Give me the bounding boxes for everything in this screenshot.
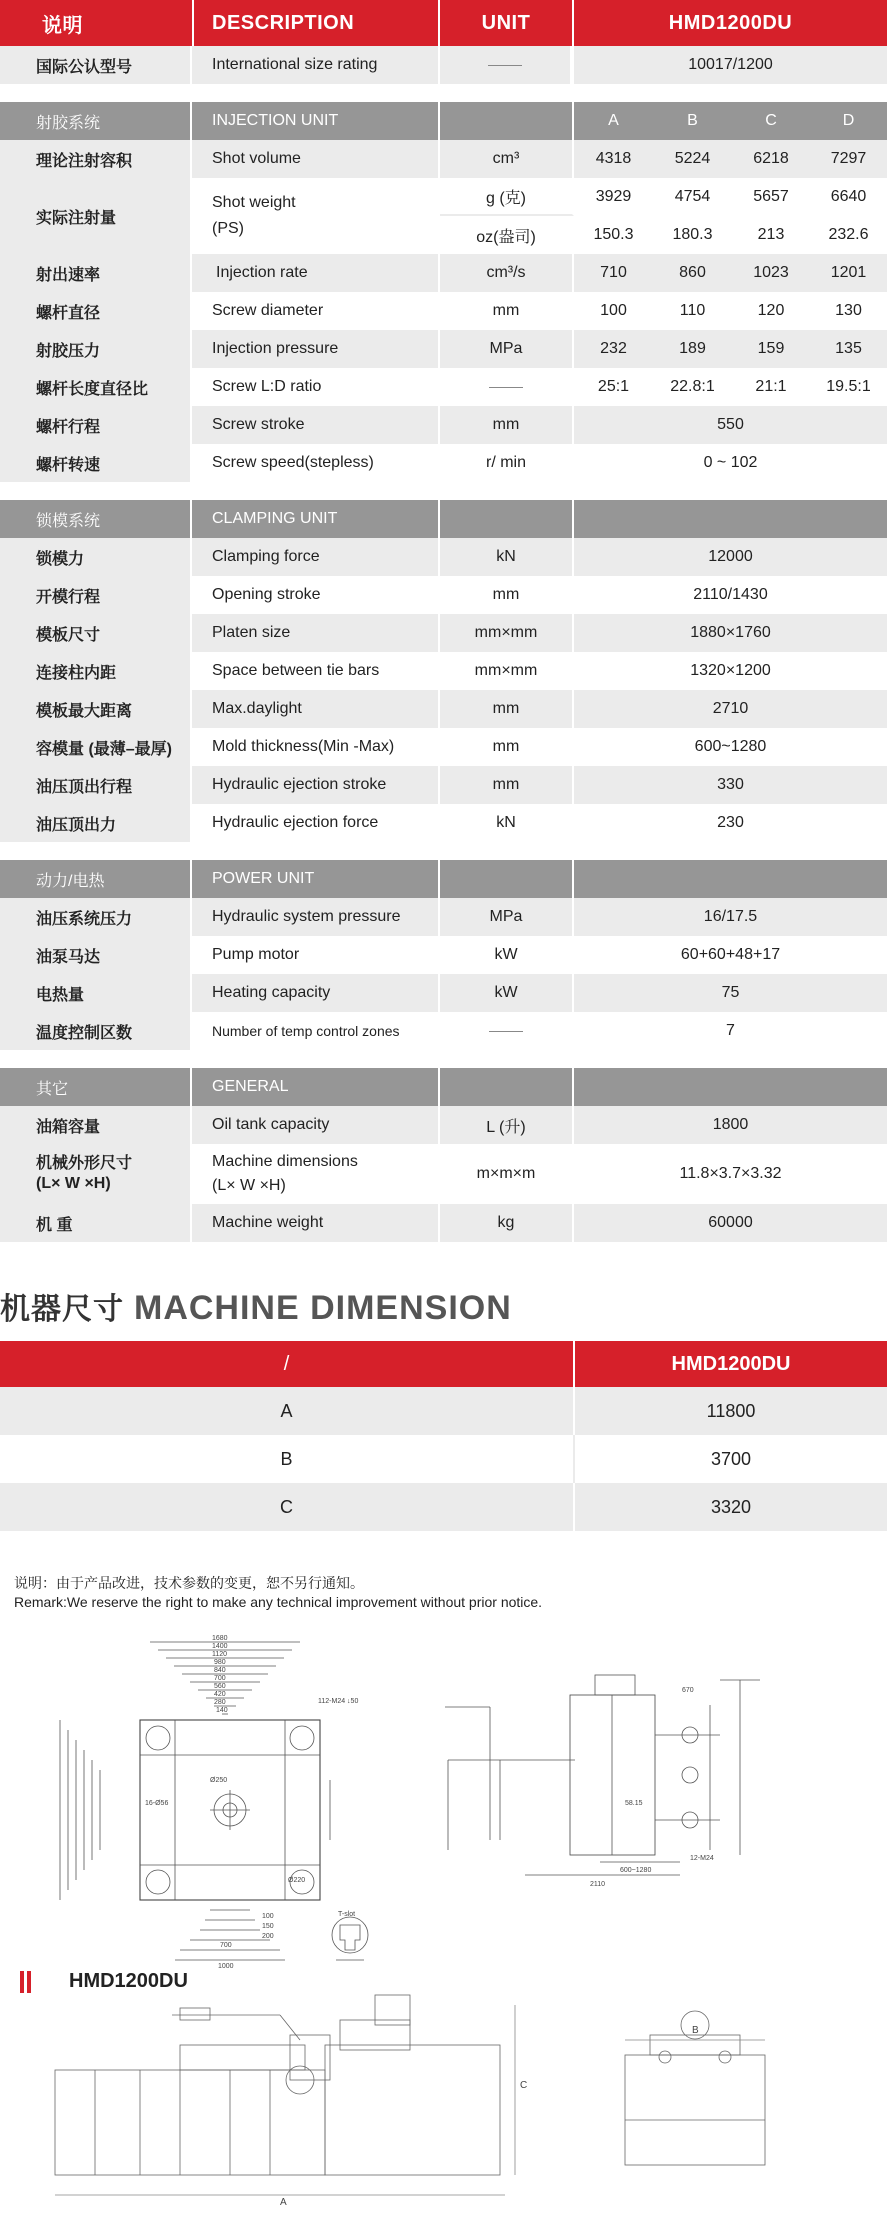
row-screw-diameter <box>0 292 887 330</box>
unit: m×m×m <box>440 1144 574 1204</box>
value-c: 120 <box>732 292 810 330</box>
unit: MPa <box>440 330 574 368</box>
cn-label: 电热量 <box>0 974 192 1012</box>
row-machine-dimensions <box>0 1144 887 1204</box>
clamping-row <box>0 652 887 690</box>
section-cn: 锁模系统 <box>0 500 192 538</box>
value-oz-a: 150.3 <box>574 216 653 254</box>
en-label: Heating capacity <box>192 974 440 1012</box>
en-label: Screw L:D ratio <box>192 368 440 406</box>
unit-oz: oz(盎司) <box>440 216 574 254</box>
en-label <box>192 1144 440 1204</box>
dim-label: 420 <box>214 1691 226 1698</box>
md-header <box>0 1341 887 1387</box>
value: 2710 <box>574 690 887 728</box>
value-a: 4318 <box>574 140 653 178</box>
value: 7 <box>574 1012 887 1050</box>
en-label: Hydraulic ejection force <box>192 804 440 842</box>
value-g-c: 5657 <box>732 178 810 216</box>
dim-label: 1680 <box>212 1635 228 1642</box>
row-machine-weight <box>0 1204 887 1242</box>
side-dim-label: 600~1280 <box>620 1867 652 1874</box>
md-row-c <box>0 1483 887 1531</box>
md-value: 11800 <box>706 1400 756 1421</box>
unit: kN <box>440 804 574 842</box>
row-screw-stroke <box>0 406 887 444</box>
value: 16/17.5 <box>574 898 887 936</box>
value-b: 110 <box>653 292 732 330</box>
clamping-row <box>0 728 887 766</box>
clamping-row <box>0 576 887 614</box>
unit: kN <box>440 538 574 576</box>
power-row <box>0 1012 887 1050</box>
value: 1320×1200 <box>574 652 887 690</box>
value: 550 <box>574 406 887 444</box>
dim-label: 140 <box>216 1707 228 1714</box>
value-g-a: 3929 <box>574 178 653 216</box>
cn-label: 模板最大距离 <box>0 690 192 728</box>
value: 75 <box>574 974 887 1012</box>
tie-bar-note: 16-Ø56 <box>145 1800 169 1807</box>
power-row <box>0 936 887 974</box>
value: 230 <box>574 804 887 842</box>
value-g-d: 6640 <box>810 178 887 216</box>
dim-label: 840 <box>214 1667 226 1674</box>
side-top-label: 670 <box>682 1687 694 1694</box>
en-label: Shot volume <box>192 140 440 178</box>
cn-label: 射出速率 <box>0 254 192 292</box>
value-b: 860 <box>653 254 732 292</box>
value: 10017/1200 <box>574 46 887 84</box>
clamping-row <box>0 538 887 576</box>
row-injection-pressure <box>0 330 887 368</box>
en-label: International size rating <box>192 46 440 84</box>
en-label: Space between tie bars <box>192 652 440 690</box>
cn-label: 射胶压力 <box>0 330 192 368</box>
cn-label: 理论注射容积 <box>0 140 192 178</box>
value-oz-c: 213 <box>732 216 810 254</box>
unit: mm <box>440 576 574 614</box>
title-cn: 机器尺寸 <box>0 1293 124 1326</box>
value: 1880×1760 <box>574 614 887 652</box>
md-value: 3700 <box>710 1448 752 1469</box>
cn-label: 机 重 <box>0 1204 192 1242</box>
unit: mm <box>440 728 574 766</box>
model-label-text: HMD1200DU <box>69 1970 188 1992</box>
en-label: Hydraulic ejection stroke <box>192 766 440 804</box>
remark <box>14 1574 542 1612</box>
bolt-note: 112-M24 ↓50 <box>318 1698 359 1705</box>
cn-label: 开模行程 <box>0 576 192 614</box>
value-a: 100 <box>574 292 653 330</box>
unit: mm×mm <box>440 652 574 690</box>
row-size-rating <box>0 46 887 84</box>
tie-bar-hole <box>290 1726 314 1750</box>
value-d: 130 <box>810 292 887 330</box>
en-label-line1: Machine dimensions <box>212 1153 358 1170</box>
side-note: 12-M24 <box>690 1855 714 1862</box>
unit: mm <box>440 406 574 444</box>
en-label: Machine weight <box>192 1204 440 1242</box>
en-label: Screw stroke <box>192 406 440 444</box>
unit-dash <box>440 1012 574 1050</box>
value-d: 1201 <box>810 254 887 292</box>
value-d: 7297 <box>810 140 887 178</box>
dim-label: 200 <box>262 1933 274 1940</box>
dim-label: 700 <box>214 1675 226 1682</box>
en-label: Platen size <box>192 614 440 652</box>
en-label: Hydraulic system pressure <box>192 898 440 936</box>
value-d: 135 <box>810 330 887 368</box>
md-header-slash: / <box>283 1352 290 1375</box>
side-dim-label: 2110 <box>590 1881 606 1888</box>
value-d: 19.5:1 <box>810 368 887 406</box>
en-label: Injection pressure <box>192 330 440 368</box>
platen-drawing <box>55 1642 765 2195</box>
dim-label: 1120 <box>212 1651 228 1658</box>
dim-b-label: B <box>692 2025 699 2036</box>
unit: kg <box>440 1204 574 1242</box>
section-cn: 射胶系统 <box>0 102 192 140</box>
value-b: 189 <box>653 330 732 368</box>
row-oil-tank <box>0 1106 887 1144</box>
md-header-model: HMD1200DU <box>671 1352 791 1375</box>
en-label-line2: (PS) <box>212 220 244 237</box>
col-b: B <box>653 102 732 140</box>
unit: kW <box>440 974 574 1012</box>
cn-label: 实际注射量 <box>0 178 192 254</box>
unit: L (升) <box>440 1106 574 1144</box>
cn-label: 油压顶出行程 <box>0 766 192 804</box>
value-a: 710 <box>574 254 653 292</box>
value-b: 22.8:1 <box>653 368 732 406</box>
md-row-b <box>0 1435 887 1483</box>
unit: r/ min <box>440 444 574 482</box>
dim-label: 560 <box>214 1683 226 1690</box>
cn-label: 螺杆直径 <box>0 292 192 330</box>
en-label: Opening stroke <box>192 576 440 614</box>
value-c: 159 <box>732 330 810 368</box>
en-label <box>192 178 440 254</box>
row-injection-rate <box>0 254 887 292</box>
cn-label: 油压顶出力 <box>0 804 192 842</box>
value: 60000 <box>574 1204 887 1242</box>
cn-label: 螺杆长度直径比 <box>0 368 192 406</box>
value: 11.8×3.7×3.32 <box>574 1144 887 1204</box>
remark-cn: 说明：由于产品改进，技术参数的变更，恕不另行通知。 <box>14 1575 364 1591</box>
remark-en: Remark:We reserve the right to make any technical improvement without prior notice. <box>14 1594 543 1610</box>
row-screw-ld <box>0 368 887 406</box>
row-shot-volume <box>0 140 887 178</box>
unit: mm <box>440 292 574 330</box>
header-cn: 说明 <box>42 14 83 37</box>
value: 1800 <box>574 1106 887 1144</box>
en-label-line1: Shot weight <box>212 194 296 211</box>
dim-label: 280 <box>214 1699 226 1706</box>
clamping-row <box>0 690 887 728</box>
cn-label: 国际公认型号 <box>0 46 192 84</box>
section-power <box>0 860 887 898</box>
section-en: INJECTION UNIT <box>192 102 440 140</box>
value-g-b: 4754 <box>653 178 732 216</box>
tie-bar-hole <box>146 1726 170 1750</box>
col-a: A <box>574 102 653 140</box>
cn-label <box>0 1144 192 1204</box>
col-c: C <box>732 102 810 140</box>
machine-dimension-title <box>0 1284 512 1328</box>
section-en: CLAMPING UNIT <box>192 500 440 538</box>
dim-c-label: C <box>520 2080 528 2091</box>
dim-a-label: A <box>280 2197 287 2208</box>
unit-dash <box>440 46 572 84</box>
cn-label: 容模量 (最薄–最厚) <box>0 728 192 766</box>
value: 600~1280 <box>574 728 887 766</box>
dim-label: 100 <box>262 1913 274 1920</box>
dim-label: 1000 <box>218 1963 234 1970</box>
unit: mm <box>440 766 574 804</box>
value-oz-b: 180.3 <box>653 216 732 254</box>
en-label: Number of temp control zones <box>192 1012 440 1050</box>
header-unit: UNIT <box>481 11 531 34</box>
cn-label: 模板尺寸 <box>0 614 192 652</box>
en-label: Oil tank capacity <box>192 1106 440 1144</box>
value: 2110/1430 <box>574 576 887 614</box>
cn-label: 螺杆转速 <box>0 444 192 482</box>
value-b: 5224 <box>653 140 732 178</box>
value-c: 6218 <box>732 140 810 178</box>
section-cn: 动力/电热 <box>0 860 192 898</box>
cn-label: 螺杆行程 <box>0 406 192 444</box>
cn-label-line1: 机械外形尺寸 <box>36 1155 133 1172</box>
power-row <box>0 898 887 936</box>
unit: MPa <box>440 898 574 936</box>
tie-bar-hole <box>146 1870 170 1894</box>
drawing-model-label <box>20 1970 188 1993</box>
cn-label: 油泵马达 <box>0 936 192 974</box>
value: 60+60+48+17 <box>574 936 887 974</box>
clamping-row <box>0 614 887 652</box>
value-a: 232 <box>574 330 653 368</box>
en-label: Clamping force <box>192 538 440 576</box>
unit-g: g (克) <box>440 178 574 216</box>
cn-label: 油箱容量 <box>0 1106 192 1144</box>
value: 330 <box>574 766 887 804</box>
en-label: Screw diameter <box>192 292 440 330</box>
en-label: Screw speed(stepless) <box>192 444 440 482</box>
md-label: B <box>280 1448 293 1469</box>
section-general <box>0 1068 887 1106</box>
cn-label: 温度控制区数 <box>0 1012 192 1050</box>
unit: kW <box>440 936 574 974</box>
md-label: C <box>280 1496 293 1517</box>
en-label: Max.daylight <box>192 690 440 728</box>
cn-label-line2: (L× W ×H) <box>36 1175 111 1192</box>
side-small-label: 58.15 <box>625 1800 643 1807</box>
header-model: HMD1200DU <box>668 11 793 34</box>
unit: cm³ <box>440 140 574 178</box>
row-screw-speed <box>0 444 887 482</box>
section-injection <box>0 102 887 140</box>
section-cn: 其它 <box>0 1068 192 1106</box>
cn-label: 连接柱内距 <box>0 652 192 690</box>
dim-label: 700 <box>220 1942 232 1949</box>
section-en: POWER UNIT <box>192 860 440 898</box>
row-shot-weight <box>0 178 887 254</box>
col-d: D <box>810 102 887 140</box>
en-label: Pump motor <box>192 936 440 974</box>
value-oz-d: 232.6 <box>810 216 887 254</box>
t-slot-detail <box>332 1917 368 1953</box>
unit-dash <box>440 368 574 406</box>
unit: cm³/s <box>440 254 574 292</box>
value: 12000 <box>574 538 887 576</box>
power-row <box>0 974 887 1012</box>
t-slot-label: T-slot <box>338 1911 356 1918</box>
side-view <box>445 1675 760 1875</box>
header-description: DESCRIPTION <box>212 11 355 34</box>
machine-dimension-table <box>0 1341 887 1531</box>
value-c: 21:1 <box>732 368 810 406</box>
clamping-row <box>0 804 887 842</box>
en-label: Mold thickness(Min -Max) <box>192 728 440 766</box>
value: 0 ~ 102 <box>574 444 887 482</box>
clamping-row <box>0 766 887 804</box>
spec-header <box>0 0 887 46</box>
section-clamping <box>0 500 887 538</box>
md-label: A <box>280 1400 293 1421</box>
en-label-line2: (L× W ×H) <box>212 1177 286 1194</box>
title-en: MACHINE DIMENSION <box>134 1289 512 1327</box>
md-row-a <box>0 1387 887 1435</box>
cn-label: 油压系统压力 <box>0 898 192 936</box>
md-value: 3320 <box>710 1496 752 1517</box>
value-a: 25:1 <box>574 368 653 406</box>
unit: mm×mm <box>440 614 574 652</box>
unit: mm <box>440 690 574 728</box>
technical-drawings <box>0 1620 887 2220</box>
dim-label: 980 <box>214 1659 226 1666</box>
phi220-label: Ø220 <box>288 1877 306 1884</box>
dim-label: 150 <box>262 1923 274 1930</box>
en-label: Injection rate <box>192 254 440 292</box>
dim-label: 1400 <box>212 1643 228 1650</box>
section-en: GENERAL <box>192 1068 440 1106</box>
machine-elevation <box>55 1995 515 2195</box>
phi250-label: Ø250 <box>210 1777 228 1784</box>
cn-label: 锁模力 <box>0 538 192 576</box>
value-c: 1023 <box>732 254 810 292</box>
